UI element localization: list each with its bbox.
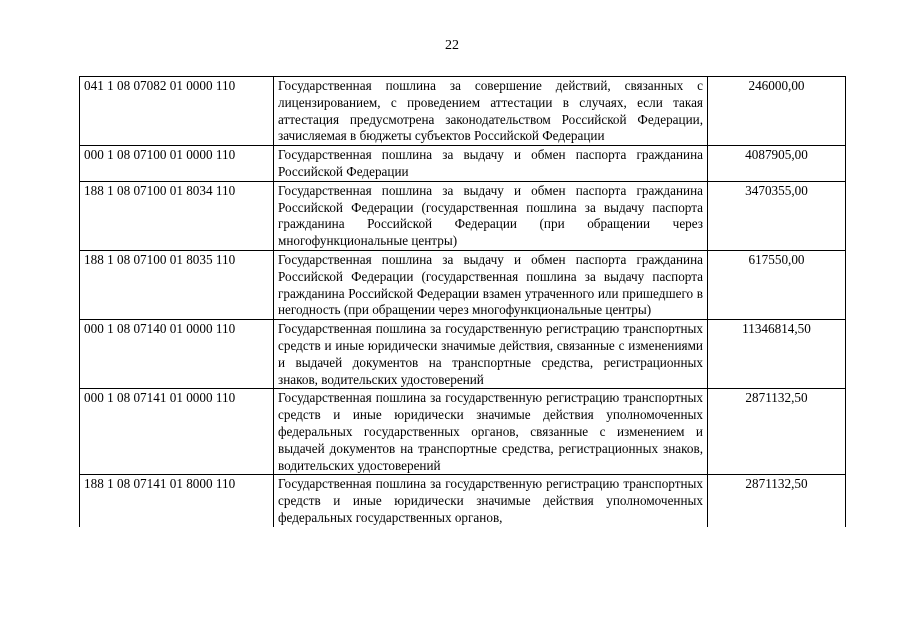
budget-revenue-table bbox=[79, 76, 846, 527]
budget-classification-code: 000 1 08 07141 01 0000 110 bbox=[80, 389, 274, 475]
revenue-amount: 3470355,00 bbox=[708, 181, 846, 250]
budget-classification-code: 041 1 08 07082 01 0000 110 bbox=[80, 77, 274, 146]
table-row bbox=[80, 475, 846, 527]
revenue-name: Государственная пошлина за государственную регистрацию транспортных средств и иные юридически значимые действия уполномоченных федеральных государственных органов, bbox=[274, 475, 708, 527]
revenue-name: Государственная пошлина за выдачу и обмен паспорта гражданина Российской Федерации bbox=[274, 146, 708, 182]
page-number: 22 bbox=[445, 38, 459, 53]
revenue-amount: 246000,00 bbox=[708, 77, 846, 146]
budget-classification-code: 000 1 08 07140 01 0000 110 bbox=[80, 320, 274, 389]
revenue-name: Государственная пошлина за государственную регистрацию транспортных средств и иные юридически значимые действия, связанные с изменениями и выдачей документов на транспортные средства, регистрационных знаков, водительских удостоверений bbox=[274, 320, 708, 389]
table-row bbox=[80, 77, 846, 146]
revenue-amount: 11346814,50 bbox=[708, 320, 846, 389]
revenue-name: Государственная пошлина за совершение действий, связанных с лицензированием, с проведением аттестации в случаях, если такая аттестация предусмотрена законодательством Российской Федерации, зачисляемая в бюджеты субъектов Российской Федерации bbox=[274, 77, 708, 146]
table-row bbox=[80, 181, 846, 250]
budget-classification-code: 000 1 08 07100 01 0000 110 bbox=[80, 146, 274, 182]
table-row bbox=[80, 389, 846, 475]
revenue-name: Государственная пошлина за выдачу и обмен паспорта гражданина Российской Федерации (государственная пошлина за выдачу паспорта гражданина Российской Федерации взамен утраченного или пришедшего в негодность (при обращении через многофункциональные центры) bbox=[274, 250, 708, 319]
table-row bbox=[80, 250, 846, 319]
budget-classification-code: 188 1 08 07141 01 8000 110 bbox=[80, 475, 274, 527]
budget-classification-code: 188 1 08 07100 01 8034 110 bbox=[80, 181, 274, 250]
table-row bbox=[80, 320, 846, 389]
revenue-name: Государственная пошлина за государственную регистрацию транспортных средств и иные юридически значимые действия уполномоченных федеральных государственных органов, связанные с изменением и выдачей документов на транспортные средства, регистрационных знаков, водительских удостоверений bbox=[274, 389, 708, 475]
revenue-amount: 4087905,00 bbox=[708, 146, 846, 182]
budget-classification-code: 188 1 08 07100 01 8035 110 bbox=[80, 250, 274, 319]
table-row bbox=[80, 146, 846, 182]
revenue-amount: 2871132,50 bbox=[708, 389, 846, 475]
revenue-amount: 617550,00 bbox=[708, 250, 846, 319]
revenue-amount: 2871132,50 bbox=[708, 475, 846, 527]
revenue-name: Государственная пошлина за выдачу и обмен паспорта гражданина Российской Федерации (государственная пошлина за выдачу паспорта гражданина Российской Федерации (при обращении через многофункциональные центры) bbox=[274, 181, 708, 250]
